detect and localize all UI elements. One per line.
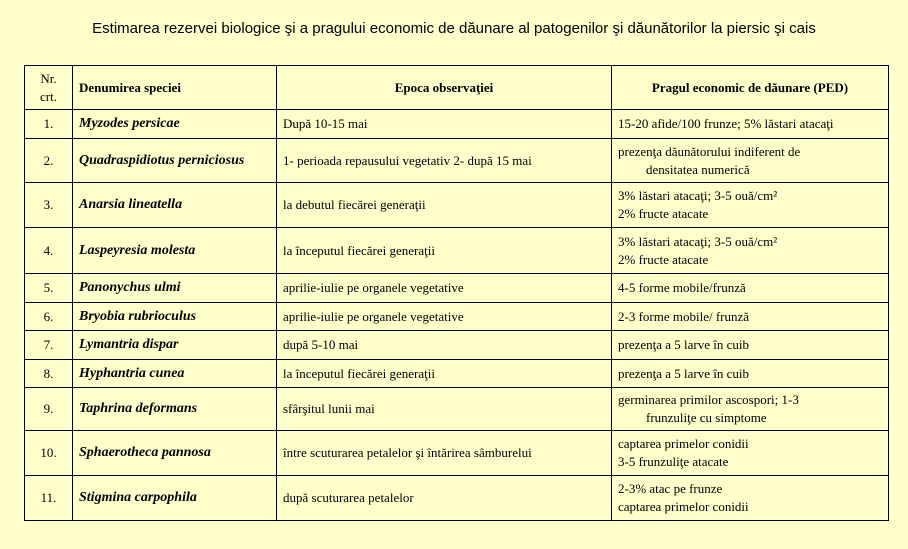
- ped-line: 3-5 frunzuliţe atacate: [618, 454, 729, 469]
- row-number: 5.: [25, 274, 73, 303]
- header-period: Epoca observaţiei: [277, 66, 612, 110]
- species-name: Bryobia rubrioculus: [73, 303, 277, 331]
- row-number: 2.: [25, 139, 73, 183]
- observation-period: aprilie-iulie pe organele vegetative: [277, 303, 612, 331]
- table-header-row: [25, 66, 889, 110]
- species-name: Hyphantria cunea: [73, 360, 277, 388]
- ped-line: captarea primelor conidii: [618, 499, 749, 514]
- row-number: 3.: [25, 183, 73, 228]
- species-name: Sphaerotheca pannosa: [73, 431, 277, 476]
- row-number: 8.: [25, 360, 73, 388]
- observation-period: după scuturarea petalelor: [277, 476, 612, 521]
- species-name: Laspeyresia molesta: [73, 228, 277, 274]
- ped-line: captarea primelor conidii: [618, 436, 749, 451]
- ped-line: 2% fructe atacate: [618, 251, 709, 267]
- table-row: [25, 110, 889, 139]
- row-number: 1.: [25, 110, 73, 139]
- observation-period: sfârşitul lunii mai: [277, 388, 612, 431]
- observation-period: la începutul fiecărei generaţii: [277, 228, 612, 274]
- ped-cell: [612, 110, 889, 139]
- header-ped: Pragul economic de dăunare (PED): [612, 66, 889, 110]
- ped-cell: [612, 183, 889, 228]
- row-number: 7.: [25, 331, 73, 360]
- table-row: [25, 431, 889, 476]
- ped-line: 2% fructe atacate: [618, 206, 709, 221]
- table-row: [25, 139, 889, 183]
- table-row: [25, 388, 889, 431]
- species-name: Panonychus ulmi: [73, 274, 277, 303]
- row-number: 11.: [25, 476, 73, 521]
- ped-line: 2-3% atac pe frunze: [618, 481, 723, 496]
- ped-line: 15-20 afide/100 frunze; 5% lăstari atacaţi: [618, 116, 834, 131]
- ped-cell: [612, 303, 889, 331]
- table-row: [25, 183, 889, 228]
- ped-cell: [612, 139, 889, 183]
- table-row: [25, 303, 889, 331]
- species-name: Quadraspidiotus perniciosus: [73, 139, 277, 183]
- page-title: Estimarea rezervei biologice şi a pragului economic de dăunare al patogenilor şi dăunătorilor la piersic şi cais: [92, 20, 816, 37]
- observation-period: la începutul fiecărei generaţii: [277, 360, 612, 388]
- ped-line: 3% lăstari atacaţi; 3-5 ouă/cm²: [618, 233, 778, 249]
- ped-line: frunzuliţe cu simptome: [646, 410, 767, 425]
- header-nr: Nr. crt.: [25, 66, 73, 110]
- row-number: 10.: [25, 431, 73, 476]
- table-row: [25, 360, 889, 388]
- row-number: 6.: [25, 303, 73, 331]
- ped-cell: [612, 228, 889, 274]
- observation-period: la debutul fiecărei generaţii: [277, 183, 612, 228]
- observation-period: după 5-10 mai: [277, 331, 612, 360]
- table-row: [25, 274, 889, 303]
- table-row: [25, 331, 889, 360]
- row-number: 4.: [25, 228, 73, 274]
- species-name: Myzodes persicae: [73, 110, 277, 139]
- observation-period: 1- perioada repausului vegetativ 2- după 15 mai: [277, 139, 612, 183]
- observation-period: aprilie-iulie pe organele vegetative: [277, 274, 612, 303]
- ped-line: 3% lăstari atacaţi; 3-5 ouă/cm²: [618, 188, 778, 203]
- ped-line: prezenţa a 5 larve în cuib: [618, 337, 750, 352]
- table-row: [25, 228, 889, 274]
- ped-line: germinarea primilor ascospori; 1-3: [618, 392, 799, 407]
- header-species: Denumirea speciei: [73, 66, 277, 110]
- ped-line: 2-3 forme mobile/ frunză: [618, 308, 750, 324]
- ped-cell: [612, 476, 889, 521]
- ped-cell: [612, 360, 889, 388]
- ped-cell: [612, 331, 889, 360]
- row-number: 9.: [25, 388, 73, 431]
- ped-cell: [612, 431, 889, 476]
- observation-period: După 10-15 mai: [277, 110, 612, 139]
- species-name: Lymantria dispar: [73, 331, 277, 360]
- ped-cell: [612, 388, 889, 431]
- species-name: Stigmina carpophila: [73, 476, 277, 521]
- species-name: Anarsia lineatella: [73, 183, 277, 228]
- ped-line: prezenţa a 5 larve în cuib: [618, 365, 750, 381]
- ped-line: prezenţa dăunătorului indiferent de: [618, 143, 801, 159]
- ped-line: densitatea numerică: [646, 161, 750, 177]
- table-row: [25, 476, 889, 521]
- species-name: Taphrina deformans: [73, 388, 277, 431]
- ped-line: 4-5 forme mobile/frunză: [618, 280, 746, 295]
- observation-period: între scuturarea petalelor şi întărirea sâmburelui: [277, 431, 612, 476]
- estimation-table: [24, 65, 889, 521]
- ped-cell: [612, 274, 889, 303]
